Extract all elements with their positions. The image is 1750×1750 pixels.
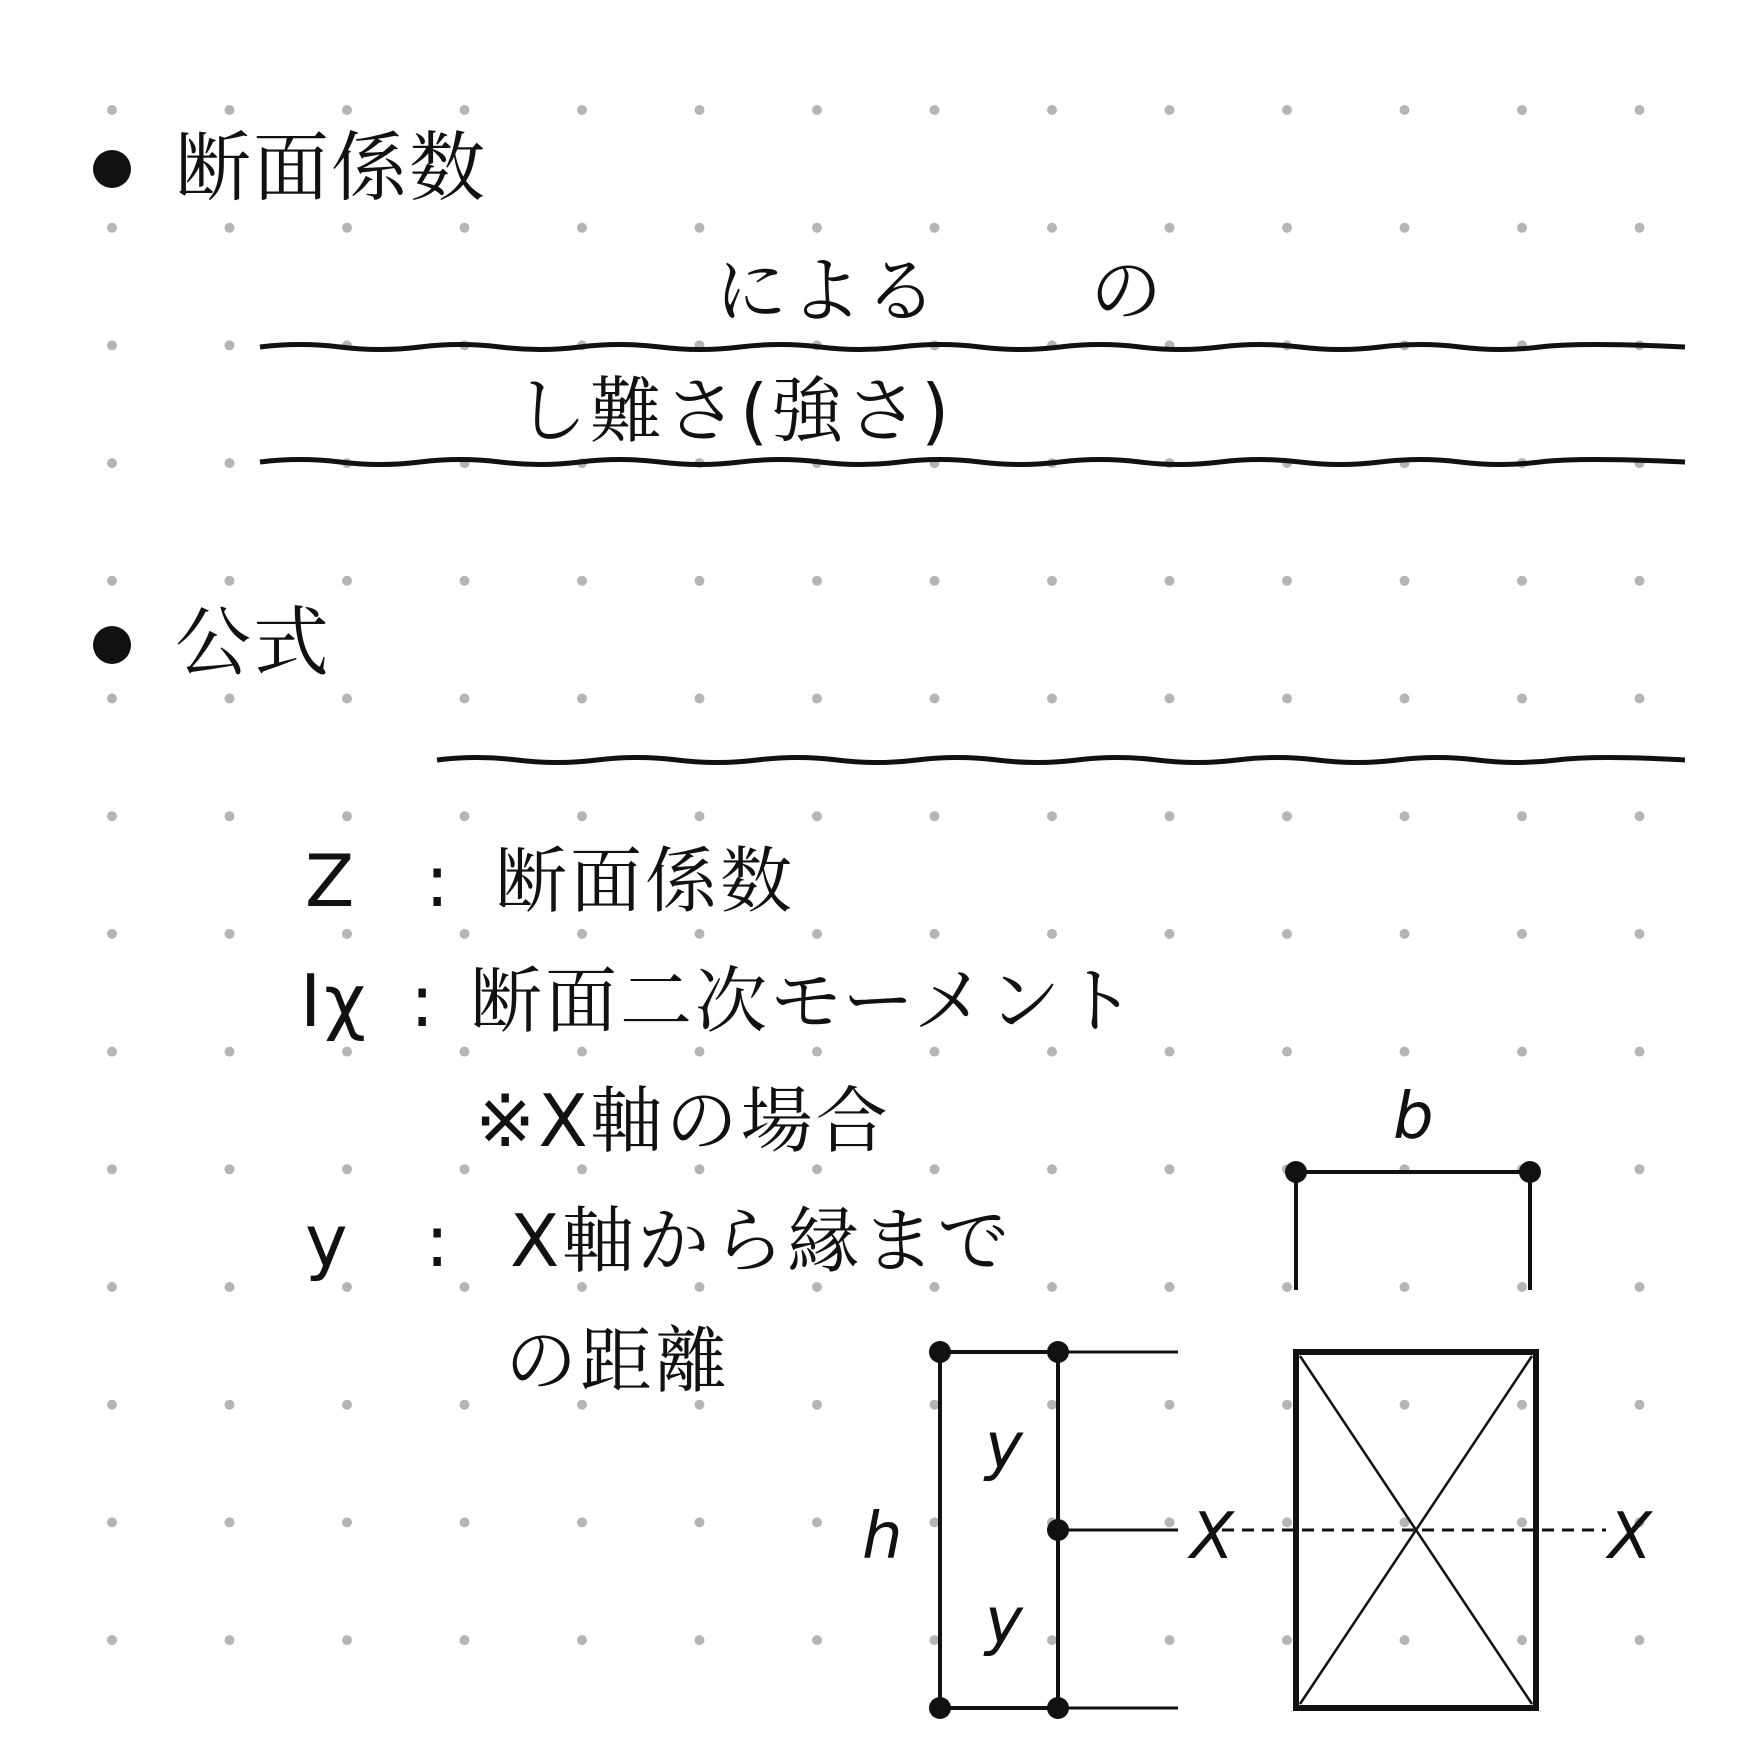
definition-text-z: 断面係数 (495, 839, 796, 923)
definition-text-ix: 断面二次モーメント (470, 959, 1139, 1043)
blank1-fragment: による の (715, 249, 1166, 333)
diagram-axis-label-left: X (1190, 1500, 1234, 1574)
diagram-axis-label-right: X (1608, 1500, 1652, 1574)
definition-separator: : (410, 959, 438, 1043)
diagram-width-label: b (1393, 1080, 1434, 1154)
definition-note: ※X軸の場合 (475, 1079, 891, 1163)
definition-text-y: X軸から縁まで (510, 1199, 1013, 1283)
diagram-height-label: h (862, 1500, 903, 1574)
definition-symbol-z: Z (305, 839, 358, 923)
definition-separator: : (425, 1199, 453, 1283)
blank2-text: し難さ(強さ) (515, 369, 953, 453)
bullet-icon (93, 150, 131, 188)
diagram-lower-y-label: y (985, 1585, 1023, 1659)
section2-heading: 公式 (175, 598, 331, 687)
definition-text-y-cont: の距離 (505, 1319, 731, 1403)
section1-heading: 断面係数 (175, 123, 487, 212)
definition-symbol-y: y (305, 1199, 351, 1283)
bullet-icon (93, 626, 131, 664)
diagram-upper-y-label: y (985, 1410, 1023, 1484)
definition-separator: : (425, 839, 453, 923)
definition-symbol-ix: Iχ (300, 959, 369, 1043)
